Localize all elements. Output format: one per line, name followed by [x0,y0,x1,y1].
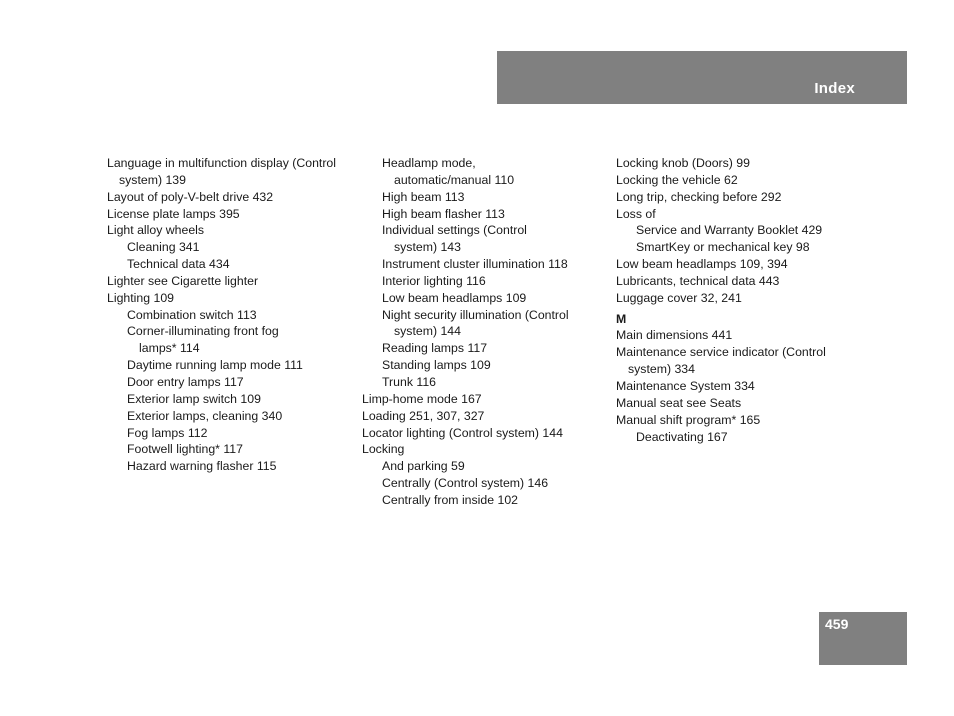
index-entry: Door entry lamps 117 [127,374,244,389]
index-entry: automatic/manual 110 [394,172,515,187]
index-entry: Maintenance System 334 [616,378,755,393]
index-column-2 [362,155,602,509]
index-entry: Lighter see Cigarette lighter [107,273,259,288]
index-entry: Corner-illuminating front fog [127,324,279,339]
index-entry: Locking knob (Doors) 99 [616,156,750,170]
index-entry: system) 143 [394,240,461,255]
index-entry: Centrally from inside 102 [382,492,519,507]
index-entry: High beam flasher 113 [382,206,505,221]
index-entry: SmartKey or mechanical key 98 [636,240,810,255]
index-entry: Long trip, checking before 292 [616,189,782,204]
index-entry: Instrument cluster illumination 118 [382,257,568,272]
index-entry: Light alloy wheels [107,223,205,238]
index-entry: And parking 59 [382,459,465,474]
index-entry: Night security illumination (Control [382,307,569,322]
index-entry: Language in multifunction display (Control [107,156,336,170]
index-entry: Daytime running lamp mode 111 [127,358,303,373]
index-entry: Interior lighting 116 [382,273,486,288]
index-entry: system) 144 [394,324,461,339]
index-entry: Hazard warning flasher 115 [127,459,277,474]
index-entry: Technical data 434 [127,257,230,272]
index-entry: Deactivating 167 [636,429,728,444]
index-entry: Reading lamps 117 [382,341,488,356]
index-entry: system) 139 [119,172,186,187]
index-entry: Locator lighting (Control system) 144 [362,425,563,440]
index-column-3 [616,155,856,445]
index-entry: Centrally (Control system) 146 [382,476,549,491]
index-entry: Luggage cover 32, 241 [616,290,742,305]
index-entry: Manual seat see Seats [616,395,742,410]
index-entry: Standing lamps 109 [382,358,491,373]
index-entry: system) 334 [628,362,695,377]
index-entry: Exterior lamps, cleaning 340 [127,408,283,423]
page-number-box [819,612,907,665]
index-entry: Locking the vehicle 62 [616,172,738,187]
page-title: Index [814,80,855,97]
index-entry: Trunk 116 [382,374,436,389]
index-entry: Service and Warranty Booklet 429 [636,223,823,238]
index-header-bar [497,51,907,104]
index-entry: Layout of poly-V-belt drive 432 [107,189,274,204]
index-letter-heading: M [616,311,627,326]
index-entry: Headlamp mode, [382,156,476,170]
index-entry: Exterior lamp switch 109 [127,391,261,406]
index-entry: Lighting 109 [107,290,175,305]
index-entry: Low beam headlamps 109 [382,290,527,305]
index-entry: Combination switch 113 [127,307,257,322]
index-entry: Cleaning 341 [127,240,200,255]
index-entry: Low beam headlamps 109, 394 [616,257,788,272]
index-entry: Locking [362,442,405,457]
index-entry: Manual shift program* 165 [616,412,761,427]
index-entry: Loss of [616,206,656,221]
index-entry: Individual settings (Control [382,223,527,238]
index-entry: Loading 251, 307, 327 [362,408,485,423]
index-entry: Lubricants, technical data 443 [616,273,780,288]
index-entry: Maintenance service indicator (Control [616,345,826,360]
page-number: 459 [825,616,849,632]
index-entry: License plate lamps 395 [107,206,240,221]
index-entry: Limp-home mode 167 [362,391,482,406]
index-entry: Fog lamps 112 [127,425,208,440]
index-entry: Footwell lighting* 117 [127,442,243,457]
index-entry: lamps* 114 [139,341,200,356]
index-entry: Main dimensions 441 [616,328,733,343]
index-entry: High beam 113 [382,189,465,204]
index-column-1 [107,155,352,475]
